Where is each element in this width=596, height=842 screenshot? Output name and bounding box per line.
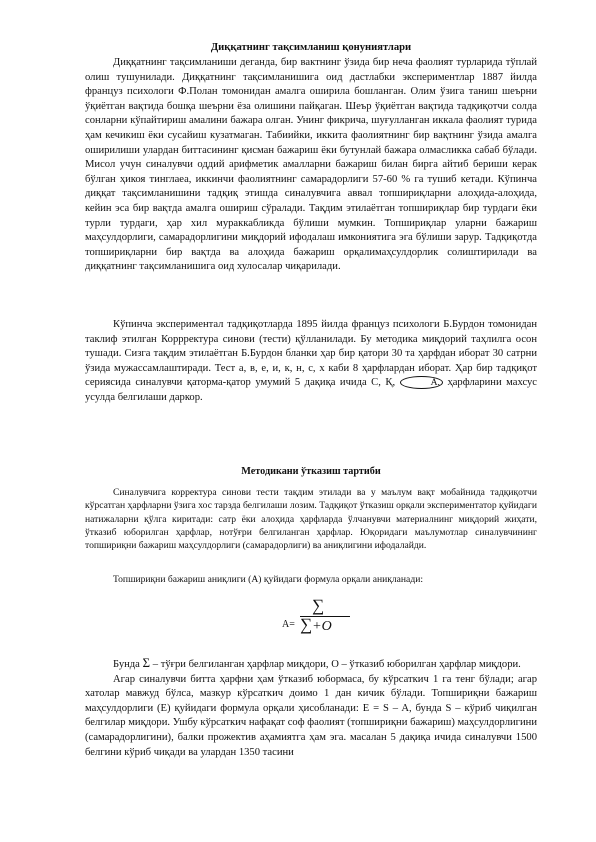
section-heading-procedure: Методикани ўтказиш тартиби [241, 466, 381, 477]
paragraph-definitions [85, 656, 537, 760]
paragraph-procedure: Синалувчига корректура синови тести тақдим этилади ва у маълум вақт мобайнида тадқиқотчи кўрсатган ҳарфларни ўзига хос тарзда белгилаши лозим. Тадқиқот ўтказиш орқали экспериментатор қуйидаги натижаларни қўлга киритади: сатр ёки алоҳида ҳарфларда ўлчанувчи материалнинг миқдорий жиҳати, ўтказиб юборилган ҳарфлар, нотўғри белгиланган ҳарфлар. Юқоридаги маълумотлар синалувчининг топшириқни бажариш маҳсулдорлиги (самарадорлиги) ва аниқлигини ифодалайди. [85, 487, 537, 552]
paragraph-definitions-first [85, 656, 537, 673]
paragraph-bourdon-tail: ҳарфларини махсус усулда белгилаши даркор. [85, 377, 538, 403]
paragraph-intro: Диққатнинг тақсимланиши деганда, бир вактнинг ўзида бир неча фаолият турларида тўплай олиш тушунилади. Диққатнинг тақсимланишига оид дастлабки экспериментлар 1887 йилда француз психологи Ф.Полан томонидан амалга оширила бошланган. Олим ўзига таниш шеърни ўқиётган вақтида бошқа шеърни ёза олишини пайқаган. Шеър ўқиётган вақтида тадқиқотчи солда сонларни кўпайтириш амалини бажара олган. Унинг фикрича, шуғулланган иккала фаолият турида ҳам кечикиш ёки сусайиш кузатмаган. Табиийки, иккита фаолиятнинг бир вақтнинг ўзида амалга оширилиши улардан биттасининг қисман бажариш ёки бутунлай бажара олмасликка сабаб бўлади. Мисол учун синалувчи оддий арифметик амалларни бажариш билан бирга айтиб бериши керак бўлган ҳикоя тинглаеа, иккинчи фаолиятнинг самарадорлиги 57-60 % га тушиб кетади. Кўпинча диққат тақсимланишини тадқиқ этишда синалувчига аввал топшириқларни алоҳида-алоҳида, кейин эса бир вақтда амалга ошириш сўралади. Тақдим этилаётган топшириқлар бир турдаги ёки турли турдаги, ҳар хил мураккабликда бўлиши мумкин. Топшириқлар уларни бажариш маҳсулдорлиги, самарадорлигини миқдорий ифодалаш имкониятига эга бўлиши зарур. Тадқиқотда топшириқларни бир вақтда ва алоҳида бажариш орқалимаҳсулдорлик солиштирилади ва диққатнинг тақсимланишига оид хулосалар чиқарилади. [85, 57, 537, 273]
formula-denominator [300, 615, 332, 635]
paragraph-bourdon [85, 318, 537, 406]
paragraph-bourdon-text: Кўпинча экспериментал тадқиқотларда 1895 йилда француз психологи Б.Бурдон томонидан таклиф этилган Коррректура синови (тести) қўлланилади. Бу методика миқдорий таҳлилга осон тушади. Сизга тақдим этилаётган Б.Бурдон бланки ҳар бир қатори 30 та ҳарфдан иборат 30 сатрни ўзида мужассамлаштиради. Тест а, в, е, и, к, н, с, х каби 8 ҳарфлардан иборат. Ҳар бир тадқиқот сериясида синалувчи қаторма-қатор умумий 5 дақиқа ичида С, Қ, [85, 319, 537, 389]
document-title: Диққатнинг тақсимланиш қонуниятлари [210, 42, 412, 53]
sigma-symbol: Σ [142, 655, 151, 670]
formula-numerator-sigma: ∑ [312, 596, 325, 615]
formula-label: A= [282, 619, 295, 630]
accuracy-formula [278, 596, 388, 642]
circled-letter-a: А, [400, 376, 443, 389]
definitions-lead: Бунда [113, 659, 140, 670]
paragraph-accuracy-intro: Топшириқни бажариш аниқлиги (А) қуйидаги формула орқали аниқланади: [113, 574, 423, 585]
definitions-rest: – тўғри белгиланган ҳарфлар миқдори, О – ўтказиб юборилган ҳарфлар миқдори. [152, 659, 521, 670]
paragraph-productivity: Агар синалувчи битта ҳарфни ҳам ўтказиб юбормаса, бу кўрсаткич 1 га тенг бўлади; агар хатолар мавжуд бўлса, мазкур кўрсаткич доимо 1 дан кичик бўлади. Топшириқни бажариш маҳсулдорлиги (Е) қуйидаги формула орқали ҳисобланади: E = S – A, бунда S – кўриб чиқилган белгилар миқдори. Ушбу кўрсаткич нафақат соф фаолият (топшириқни бажариш) маҳсулдорлигини (самарадорлигини), балки прожектив аҳамиятга ҳам эга. масалан 5 дақиқа ичида синалувчи 1500 белгини кўриб чиқади ва улардан 1350 тасини [85, 673, 537, 758]
formula-denominator-rest: +O [312, 619, 332, 634]
formula-denominator-sigma: ∑ [300, 615, 313, 634]
